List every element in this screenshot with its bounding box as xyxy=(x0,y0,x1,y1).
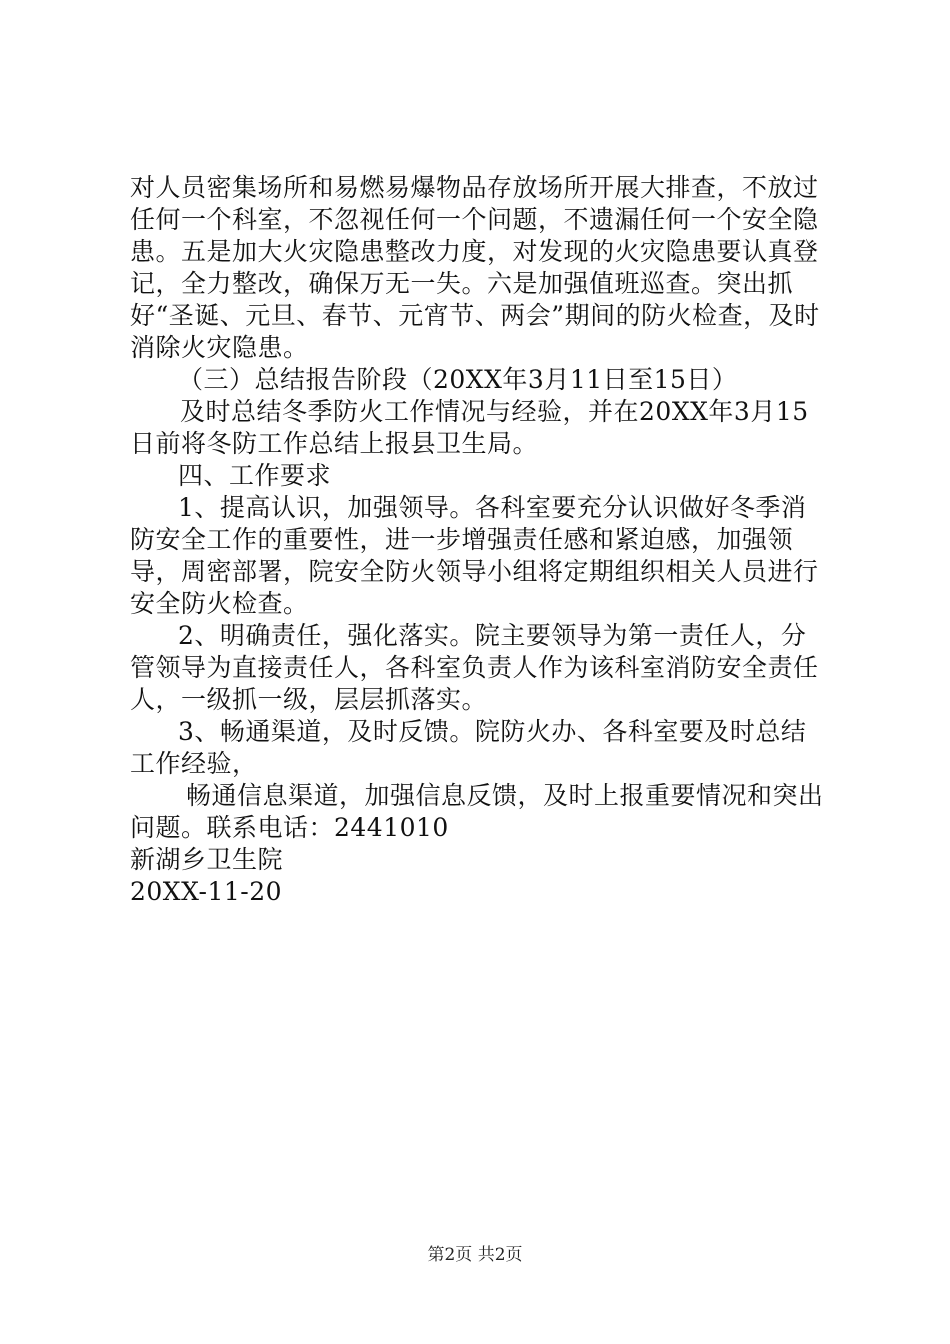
paragraph-summary-stage-heading: （三）总结报告阶段（20XX年3月11日至15日） xyxy=(178,365,738,394)
paragraph-summary-report: 及时总结冬季防火工作情况与经验，并在20XX年3月15日前将冬防工作总结上报县卫生局。 xyxy=(130,397,809,458)
signature-organization: 新湖乡卫生院 xyxy=(130,845,284,874)
paragraph-fire-inspection: 对人员密集场所和易燃易爆物品存放场所开展大排查，不放过任何一个科室，不忽视任何一个问题，不遗漏任何一个安全隐患。五是加大火灾隐患整改力度，对发现的火灾隐患要认真登记，全力整改，确保万无一失。六是加强值班巡查。突出抓好“圣诞、元旦、春节、元宵节、两会”期间的防火检查，及时消除火灾隐患。 xyxy=(130,173,820,362)
document-body xyxy=(130,172,825,908)
paragraph-requirement-1: 1、提高认识，加强领导。各科室要充分认识做好冬季消防安全工作的重要性，进一步增强责任感和紧迫感，加强领导，周密部署，院安全防火领导小组将定期组织相关人员进行安全防火检查。 xyxy=(130,493,819,618)
section-heading-work-requirements: 四、工作要求 xyxy=(178,461,332,490)
page-number-footer: 第2页 共2页 xyxy=(427,1245,523,1265)
paragraph-requirement-2: 2、明确责任，强化落实。院主要领导为第一责任人，分管领导为直接责任人，各科室负责人作为该科室消防安全责任人，一级抓一级，层层抓落实。 xyxy=(130,621,819,714)
paragraph-requirement-3: 3、畅通渠道，及时反馈。院防火办、各科室要及时总结工作经验， xyxy=(130,717,807,778)
signature-date: 20XX-11-20 xyxy=(130,877,283,906)
paragraph-contact: 畅通信息渠道，加强信息反馈，及时上报重要情况和突出问题。联系电话：2441010 xyxy=(130,781,824,842)
